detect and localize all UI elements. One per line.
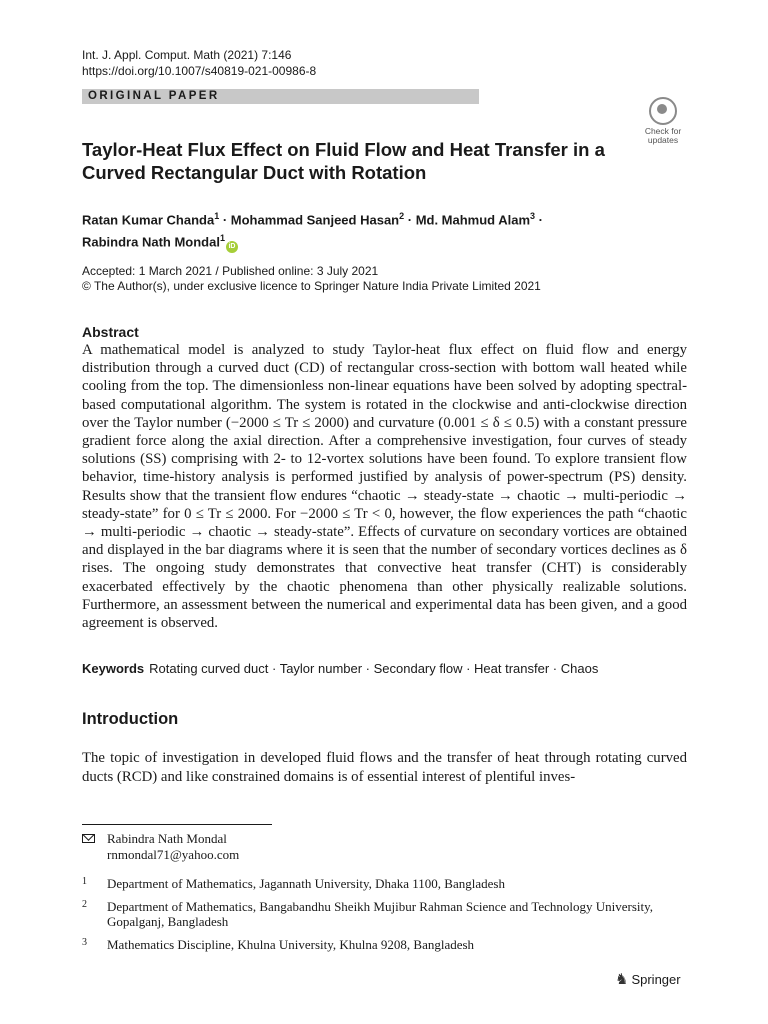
doi-link[interactable]: https://doi.org/10.1007/s40819-021-00986-8	[82, 64, 317, 78]
publication-dates	[82, 264, 541, 294]
introduction-text: The topic of investigation in developed fluid flows and the transfer of heat through rotating curved ducts (RCD) and like constrained domains is of essential interest of plentiful inves-	[82, 750, 687, 785]
introduction-heading: Introduction	[82, 710, 179, 728]
author-name[interactable]: Ratan Kumar Chanda	[82, 212, 215, 228]
affiliation-item	[82, 876, 687, 892]
affiliation-item	[82, 899, 687, 930]
author-separator: ·	[404, 212, 416, 228]
abstract-heading: Abstract	[82, 324, 139, 340]
paper-title: Taylor-Heat Flux Effect on Fluid Flow and Heat Transfer in a Curved Rectangular Duct with Rotation	[82, 139, 605, 183]
article-type-label: ORIGINAL PAPER	[88, 90, 220, 102]
author-affiliation-mark: 1	[214, 211, 220, 221]
check-updates-line2: updates	[647, 135, 679, 145]
keywords	[82, 660, 598, 677]
keywords-list: Rotating curved duct · Taylor number · Secondary flow · Heat transfer · Chaos	[149, 661, 599, 676]
copyright-notice: © The Author(s), under exclusive licence to Springer Nature India Private Limited 2021	[82, 279, 541, 293]
article-type-bar	[82, 89, 479, 104]
author-affiliation-mark: 1	[219, 233, 225, 244]
check-for-updates-badge[interactable]	[637, 97, 689, 143]
abstract-text: A mathematical model is analyzed to study Taylor-heat flux effect on fluid flow and energy distribution through a curved duct (CD) of rectangular cross-section with bottom wall heated while cooling from the top. The dimensionless non-linear equations have been solved by adopting spectral-based computational algorithm. The system is rotated in the clockwise and anti-clockwise direction over the Taylor number (−2000 ≤ Tr ≤ 2000) and curvature (0.001 ≤ δ ≤ 0.5) with a constant pressure gradient force along the axial direction. After a comprehensive investigation, four curves of steady solutions (SS) comprising with 2- to 12-vortex solutions have been found. To explore transient flow behavior, time-history analysis is performed justified by analysis of power-spectrum (PS) density. Results show that the transient flow endures “chaotic → steady-state → chaotic → multi-periodic → steady-state” for 0 ≤ Tr ≤ 2000. For −2000 ≤ Tr < 0, however, the flow experiences the path “chaotic → multi-periodic → chaotic → steady-state”. Effects of curvature on secondary vortices are obtained and displayed in the bar diagrams where it is seen that the number of secondary vortices declines as δ rises. The ongoing study demonstrates that convective heat transfer (CHT) is considerably exacerbated effectively by the chaotic phenomena than other physically realizable solutions. Furthermore, an assessment between the numerical and experimental data has been given, and a good agreement is observed.	[82, 342, 687, 632]
check-updates-icon	[649, 97, 677, 125]
author-name[interactable]: Md. Mahmud Alam	[415, 212, 531, 228]
publisher-name: Springer	[631, 972, 681, 987]
springer-horse-icon: ♞	[615, 971, 629, 988]
keywords-label: Keywords	[82, 661, 145, 676]
publisher-logo	[615, 971, 681, 989]
author-separator: ·	[219, 212, 231, 228]
affiliation-text: Department of Mathematics, Bangabandhu Sheikh Mujibur Rahman Science and Technology University, Gopalganj, Bangladesh	[107, 898, 654, 929]
affiliation-number: 1	[82, 876, 87, 887]
affiliation-number: 2	[82, 898, 87, 910]
author-separator: ·	[535, 212, 544, 228]
affiliation-number: 3	[82, 936, 87, 948]
accepted-published-dates: Accepted: 1 March 2021 / Published online: 3 July 2021	[82, 264, 379, 278]
affiliation-text: Mathematics Discipline, Khulna University, Khulna 9208, Bangladesh	[107, 936, 475, 952]
corresponding-author-name: Rabindra Nath Mondal	[107, 831, 227, 846]
footnote-divider	[82, 824, 272, 825]
journal-header	[82, 47, 316, 79]
journal-citation: Int. J. Appl. Comput. Math (2021) 7:146	[82, 48, 292, 62]
footnotes	[82, 831, 687, 952]
author-affiliation-mark: 2	[399, 211, 405, 221]
affiliation-item	[82, 937, 687, 953]
orcid-icon[interactable]: iD	[226, 241, 238, 253]
corresponding-author-email[interactable]: rnmondal71@yahoo.com	[107, 846, 240, 862]
author-list	[82, 207, 682, 253]
envelope-icon	[82, 834, 95, 843]
author-affiliation-mark: 3	[530, 211, 536, 221]
author-name[interactable]: Rabindra Nath Mondal	[82, 234, 220, 250]
corresponding-author	[82, 831, 687, 862]
affiliation-text: Department of Mathematics, Jagannath University, Dhaka 1100, Bangladesh	[107, 876, 505, 891]
check-updates-line1: Check for	[644, 126, 682, 136]
author-name[interactable]: Mohammad Sanjeed Hasan	[230, 212, 400, 228]
